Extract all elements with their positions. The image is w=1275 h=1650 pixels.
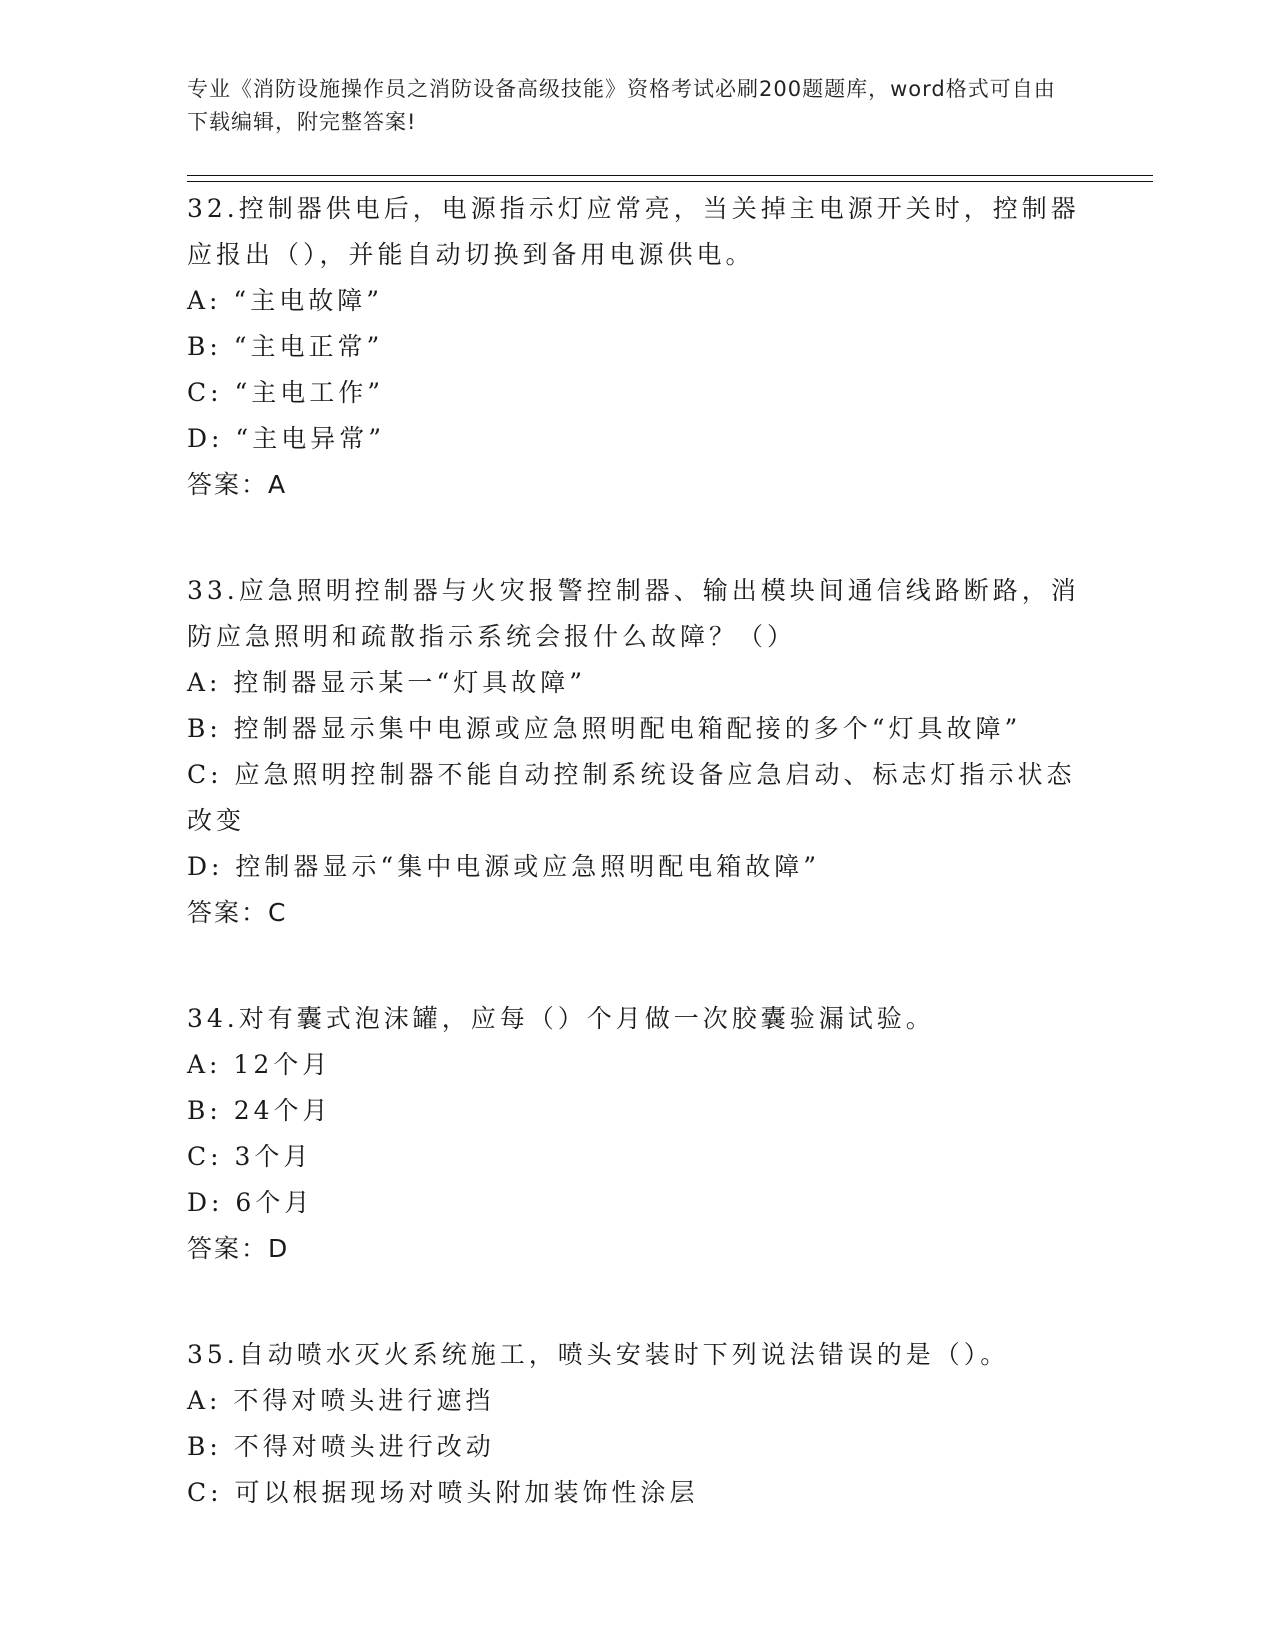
question-text: 32.控制器供电后，电源指示灯应常亮，当关掉主电源开关时，控制器应报出（），并能自动切换到备用电源供电。 xyxy=(187,194,1080,269)
option-c: C: 应急照明控制器不能自动控制系统设备应急启动、标志灯指示状态改变 xyxy=(187,760,1076,835)
option-d: D: 6个月 xyxy=(187,1188,314,1217)
header-divider-bottom xyxy=(187,181,1153,182)
question-35 xyxy=(187,1332,1087,1516)
answer-line xyxy=(187,462,1087,508)
document-header xyxy=(187,73,1067,139)
option-a: A: 控制器显示某一“灯具故障” xyxy=(187,668,586,697)
question-32 xyxy=(187,186,1087,508)
answer-label: 答案： xyxy=(187,1234,269,1263)
option-b: B: 24个月 xyxy=(187,1096,332,1125)
option-a: A: 12个月 xyxy=(187,1050,332,1079)
header-intro-text: 专业《消防设施操作员之消防设备高级技能》资格考试必刷200题题库，word格式可自由下载编辑，附完整答案! xyxy=(187,77,1056,134)
question-text: 34.对有囊式泡沫罐，应每（）个月做一次胶囊验漏试验。 xyxy=(187,1004,935,1033)
question-33 xyxy=(187,568,1087,936)
question-text: 35.自动喷水灭火系统施工，喷头安装时下列说法错误的是（）。 xyxy=(187,1340,1010,1369)
option-c: C: “主电工作” xyxy=(187,378,385,407)
option-d: D: “主电异常” xyxy=(187,424,385,453)
option-b: B: 不得对喷头进行改动 xyxy=(187,1432,495,1461)
answer-value: C xyxy=(268,898,288,927)
answer-label: 答案： xyxy=(187,470,269,499)
question-list xyxy=(187,186,1087,1516)
header-divider-top xyxy=(187,175,1153,176)
answer-label: 答案： xyxy=(187,898,269,927)
question-34 xyxy=(187,996,1087,1272)
answer-line xyxy=(187,1226,1087,1272)
option-a: A: 不得对喷头进行遮挡 xyxy=(187,1386,495,1415)
answer-value: D xyxy=(268,1234,290,1263)
option-c: C: 3个月 xyxy=(187,1142,313,1171)
answer-value: A xyxy=(268,470,288,499)
option-b: B: “主电正常” xyxy=(187,332,384,361)
answer-line xyxy=(187,890,1087,936)
option-c: C: 可以根据现场对喷头附加装饰性涂层 xyxy=(187,1478,699,1507)
question-text: 33.应急照明控制器与火灾报警控制器、输出模块间通信线路断路，消防应急照明和疏散指示系统会报什么故障？（） xyxy=(187,576,1080,651)
option-d: D: 控制器显示“集中电源或应急照明配电箱故障” xyxy=(187,852,820,881)
option-b: B: 控制器显示集中电源或应急照明配电箱配接的多个“灯具故障” xyxy=(187,714,1022,743)
option-a: A: “主电故障” xyxy=(187,286,383,315)
